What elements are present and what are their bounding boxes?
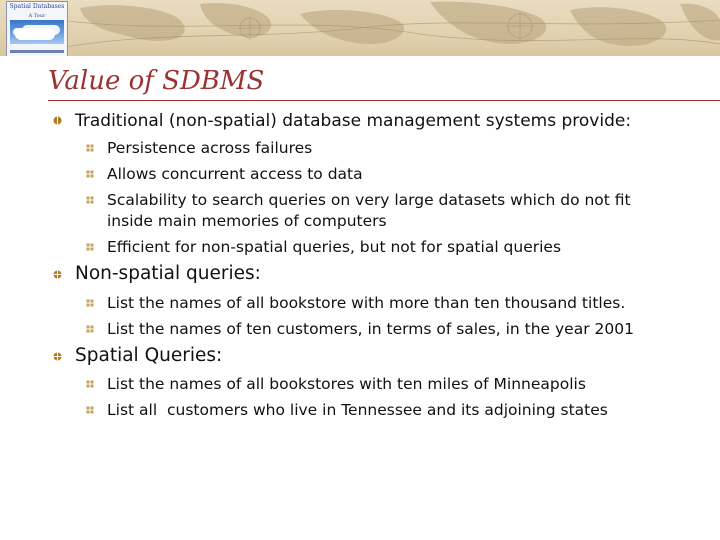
sub-bullet-icon [86,196,94,204]
book-footer-bar [10,50,64,53]
list-item: List all customers who live in Tennessee and its adjoining states [107,401,608,419]
sub-bullet-icon [86,380,94,388]
list-item: List the names of all bookstore with more than ten thousand titles. [107,294,626,312]
list-item: Efficient for non-spatial queries, but not for spatial queries [107,238,562,256]
section-heading: Spatial Queries: [75,345,223,366]
sub-bullet-icon [86,144,94,152]
list-item: Persistence across failures [107,139,313,157]
list-item: Scalability to search queries on very large datasets which do not fit [107,191,631,209]
sub-bullet-icon [86,325,94,333]
map-banner [0,0,720,56]
list-item: List the names of all bookstores with ten miles of Minneapolis [107,375,586,393]
sub-bullet-icon [86,406,94,414]
section-heading: Traditional (non-spatial) database management systems provide: [75,111,632,131]
book-cover-logo [6,1,68,56]
bullet-icon [53,270,62,279]
list-item-continuation: inside main memories of computers [107,212,387,230]
title-underline [48,100,720,101]
bullet-icon [53,116,62,125]
list-item: Allows concurrent access to data [107,165,363,183]
world-map-icon [0,0,720,56]
slide-title: Value of SDBMS [48,66,265,96]
book-title: Spatial Databases [9,3,65,10]
list-item: List the names of ten customers, in terms of sales, in the year 2001 [107,320,634,338]
sub-bullet-icon [86,299,94,307]
bullet-icon [53,352,62,361]
book-subtitle: A Tour [28,13,46,19]
section-heading: Non-spatial queries: [75,263,261,284]
sub-bullet-icon [86,243,94,251]
sub-bullet-icon [86,170,94,178]
cloud-icon [15,28,55,40]
